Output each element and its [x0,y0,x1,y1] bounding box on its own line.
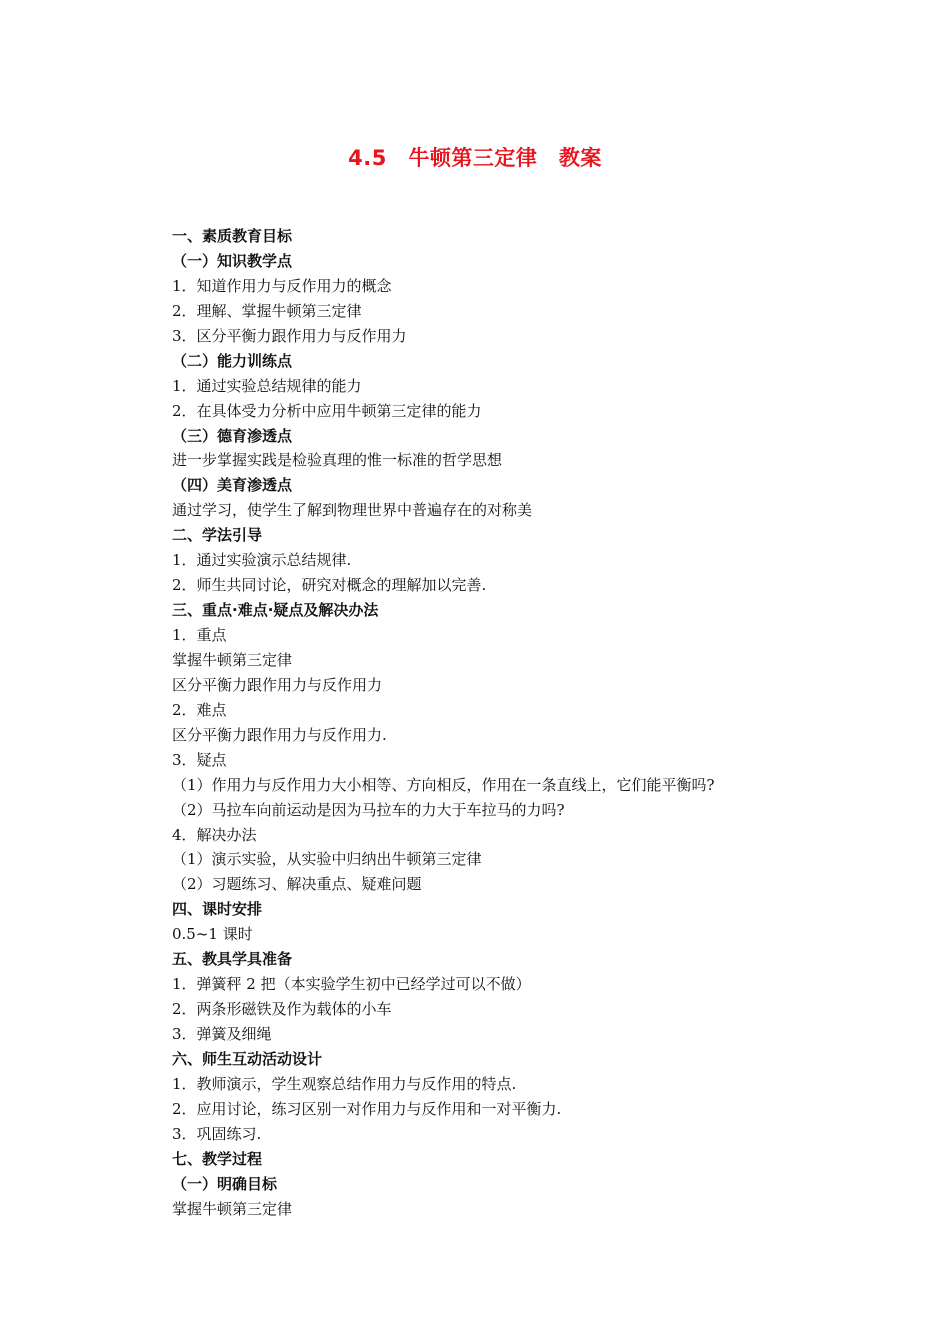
body-line: 2．理解、掌握牛顿第三定律 [172,301,362,320]
body-line: 1．通过实验演示总结规律. [172,551,352,570]
section-heading: 六、师生互动活动设计 [172,1049,323,1068]
document-title: 4.5 牛顿第三定律 教案 [348,146,602,170]
body-line: （2）马拉车向前运动是因为马拉车的力大于车拉马的力吗? [172,800,565,819]
section-heading: 七、教学过程 [172,1149,263,1168]
section-heading: （二）能力训练点 [172,351,293,370]
body-line: 区分平衡力跟作用力与反作用力 [172,675,383,694]
body-line: （1）演示实验，从实验中归纳出牛顿第三定律 [172,850,482,869]
body-line: 4．解决办法 [172,825,257,844]
body-line: 2．应用讨论，练习区别一对作用力与反作用和一对平衡力. [172,1099,562,1118]
body-line: 2．两条形磁铁及作为载体的小车 [172,1000,392,1019]
body-line: 掌握牛顿第三定律 [172,1199,293,1218]
section-heading: 二、学法引导 [172,526,263,545]
body-line: 掌握牛顿第三定律 [172,650,293,669]
body-line: 2．在具体受力分析中应用牛顿第三定律的能力 [172,401,482,420]
body-line: 区分平衡力跟作用力与反作用力. [172,725,387,744]
section-heading: 三、重点·难点·疑点及解决办法 [172,601,379,620]
body-line: 3．疑点 [172,750,227,769]
section-heading: （一）明确目标 [172,1174,278,1193]
body-line: 2．难点 [172,700,227,719]
body-line: 3．巩固练习. [172,1124,262,1143]
body-line: 0.5~1 课时 [172,925,253,944]
section-heading: 五、教具学具准备 [172,950,293,969]
body-line: 1．知道作用力与反作用力的概念 [172,276,392,295]
body-line: 1．弹簧秤 2 把（本实验学生初中已经学过可以不做） [172,975,531,994]
body-line: 1．教师演示，学生观察总结作用力与反作用的特点. [172,1074,517,1093]
section-heading: （三）德育渗透点 [172,426,293,445]
section-heading: 四、课时安排 [172,900,263,919]
section-heading: 一、素质教育目标 [172,227,293,245]
document-body [172,224,812,1222]
body-line: （2）习题练习、解决重点、疑难问题 [172,875,422,894]
body-line: 3．弹簧及细绳 [172,1025,272,1043]
section-heading: （一）知识教学点 [172,251,293,270]
body-line: 1．重点 [172,626,227,644]
body-line: 1．通过实验总结规律的能力 [172,376,362,395]
body-line: 进一步掌握实践是检验真理的惟一标准的哲学思想 [172,451,503,470]
body-line: 3．区分平衡力跟作用力与反作用力 [172,326,407,345]
body-line: 通过学习，使学生了解到物理世界中普遍存在的对称美 [172,501,533,520]
section-heading: （四）美育渗透点 [172,476,293,495]
body-line: 2．师生共同讨论，研究对概念的理解加以完善. [172,576,487,595]
body-line: （1）作用力与反作用力大小相等、方向相反，作用在一条直线上，它们能平衡吗? [172,775,715,794]
